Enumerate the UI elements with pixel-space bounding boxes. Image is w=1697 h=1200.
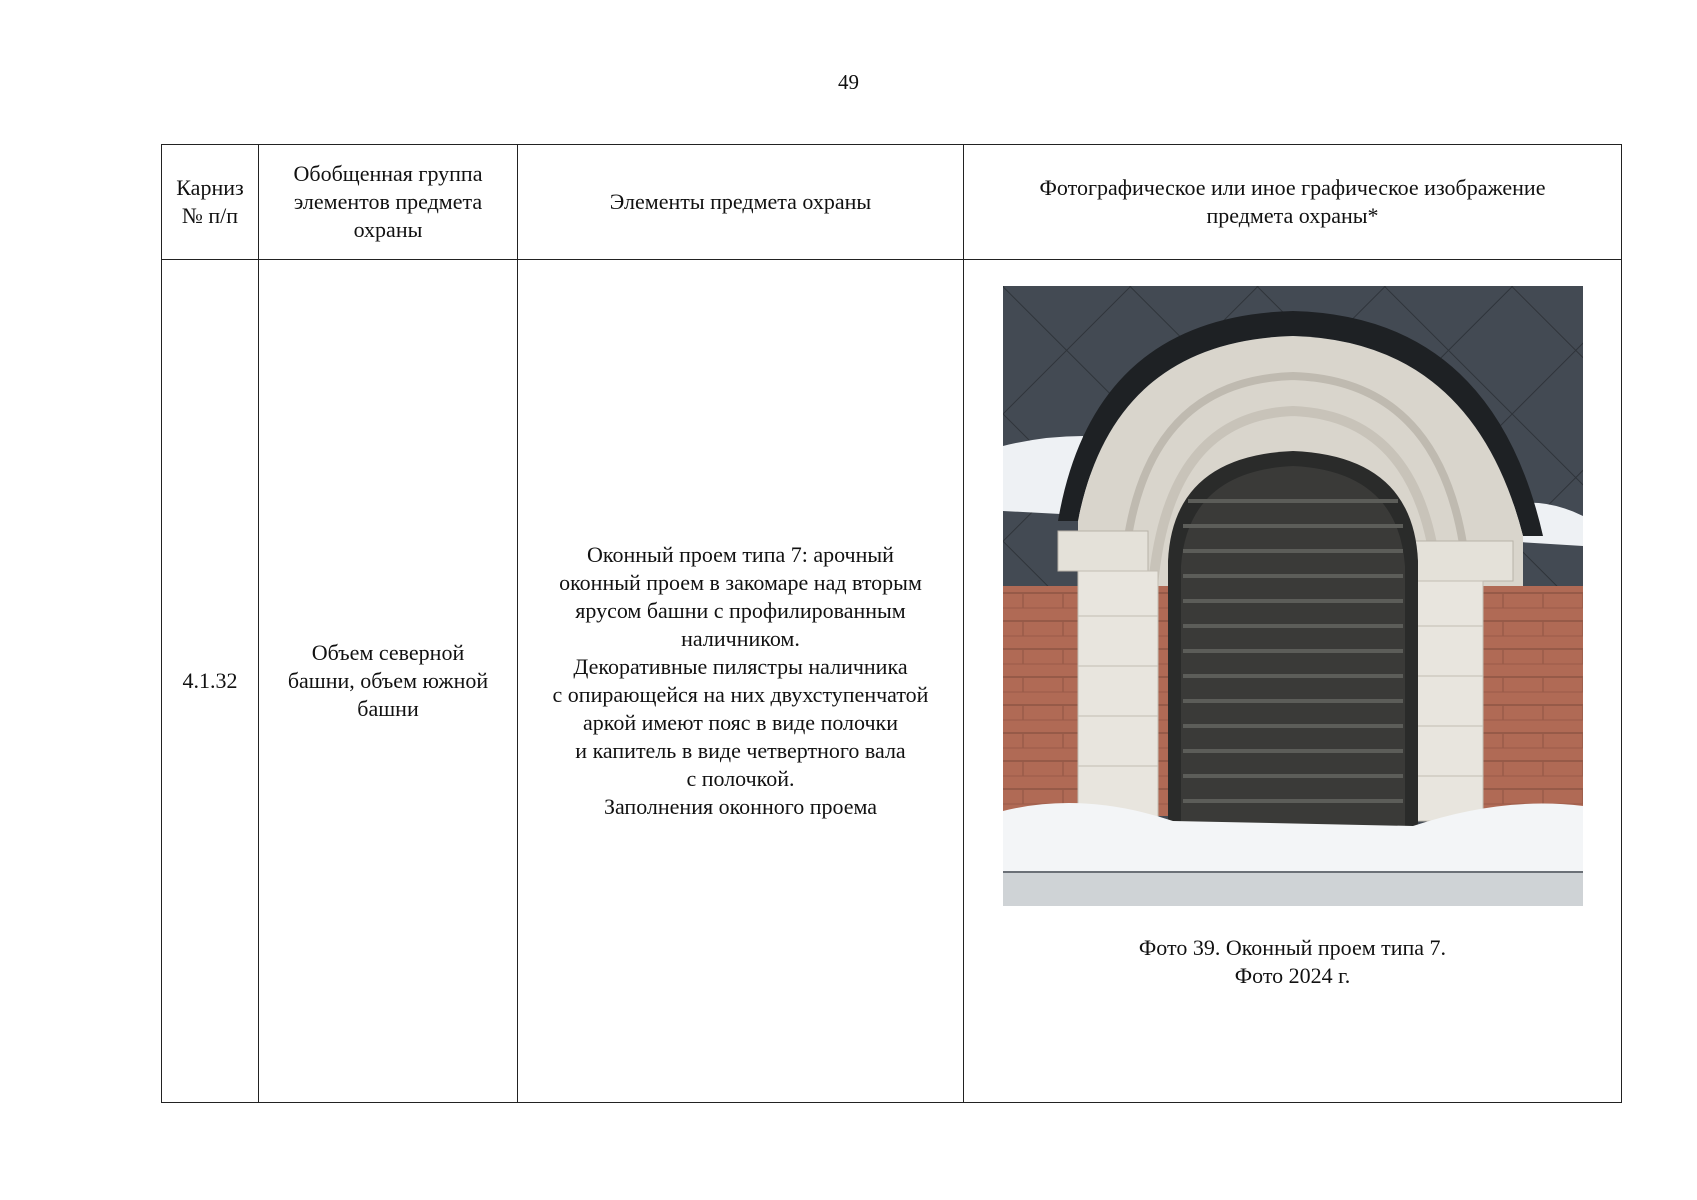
header-row bbox=[162, 145, 1622, 260]
header-number: Карниз № п/п bbox=[162, 145, 259, 260]
window-photo bbox=[1003, 286, 1583, 906]
protection-table bbox=[161, 144, 1622, 1103]
row-group: Объем северной башни, объем южной башни bbox=[259, 260, 518, 1103]
left-capital bbox=[1058, 531, 1148, 571]
table-row bbox=[162, 260, 1622, 1103]
photo-caption: Фото 39. Оконный проем типа 7. Фото 2024 г. bbox=[1138, 935, 1447, 988]
row-elements: Оконный проем типа 7: арочный оконный проем в закомаре над вторым ярусом башни с профилированным наличником. Декоративные пилястры наличника с опирающейся на них двухступенчатой аркой имеют пояс в виде полочки и капитель в виде четвертного вала с полочкой. Заполнения оконного проема bbox=[518, 260, 964, 1103]
right-capital bbox=[1413, 541, 1513, 581]
row-image-cell bbox=[964, 260, 1622, 1103]
header-group: Обобщенная группа элементов предмета охраны bbox=[259, 145, 518, 260]
cornice-edge bbox=[1003, 871, 1583, 906]
page-number: 49 bbox=[838, 70, 859, 94]
row-number: 4.1.32 bbox=[162, 260, 259, 1103]
window-louvers bbox=[1181, 466, 1405, 826]
header-image: Фотографическое или иное графическое изображение предмета охраны* bbox=[964, 145, 1622, 260]
header-elements: Элементы предмета охраны bbox=[518, 145, 964, 260]
left-pilaster bbox=[1078, 571, 1158, 821]
